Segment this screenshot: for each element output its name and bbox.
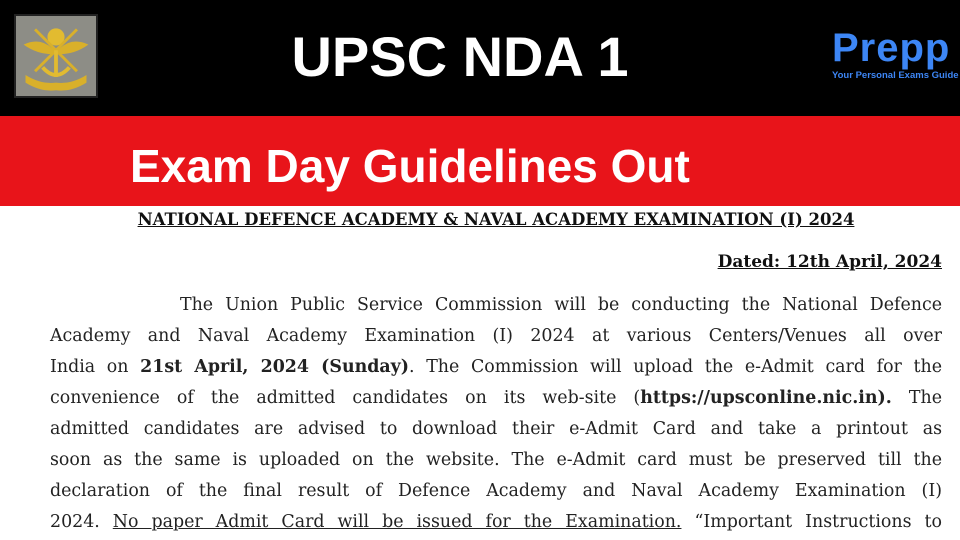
website-link[interactable]: https://upsconline.nic.in). (640, 388, 892, 408)
body-text: The (891, 388, 942, 408)
body-line (50, 478, 942, 509)
brand-name: Prepp (832, 26, 951, 70)
banner-title: Exam Day Guidelines Out (130, 140, 690, 192)
body-text: Academy and Naval Academy Examination (I) 2024 at various Centers/Venues all over (50, 326, 942, 346)
body-line (50, 447, 942, 478)
body-text: “Important Instructions to (681, 512, 942, 532)
body-text: . The Commission will upload the e-Admit card for the (409, 357, 943, 377)
document-title: NATIONAL DEFENCE ACADEMY & NAVAL ACADEMY EXAMINATION (I) 2024 (137, 210, 855, 229)
body-line (50, 323, 942, 354)
body-text: convenience of the admitted candidates on its web-site ( (50, 388, 641, 408)
exam-date: 21st April, 2024 (Sunday) (140, 357, 410, 377)
body-text: 2024. (50, 512, 113, 532)
body-text: soon as the same is uploaded on the website. The e-Admit card must be preserved till the (50, 450, 942, 470)
prepp-logo (832, 28, 960, 81)
body-text: India on (50, 357, 141, 377)
document-body (50, 292, 942, 540)
header-title: UPSC NDA 1 (291, 25, 629, 88)
no-paper-admit-note: No paper Admit Card will be issued for the Examination. (112, 512, 682, 532)
body-text: declaration of the final result of Defence Academy and Naval Academy Examination (I) (50, 481, 942, 501)
body-line (50, 385, 942, 416)
body-line (50, 416, 942, 447)
body-line (50, 509, 942, 540)
body-line (50, 292, 942, 323)
document-date: Dated: 12th April, 2024 (717, 252, 942, 272)
body-text: The Union Public Service Commission will be conducting the National Defence (180, 295, 942, 315)
brand-tagline: Your Personal Exams Guide (832, 70, 959, 81)
body-text: admitted candidates are advised to download their e-Admit Card and take a printout as (50, 419, 942, 439)
body-line (50, 354, 942, 385)
header-bar (0, 0, 960, 116)
